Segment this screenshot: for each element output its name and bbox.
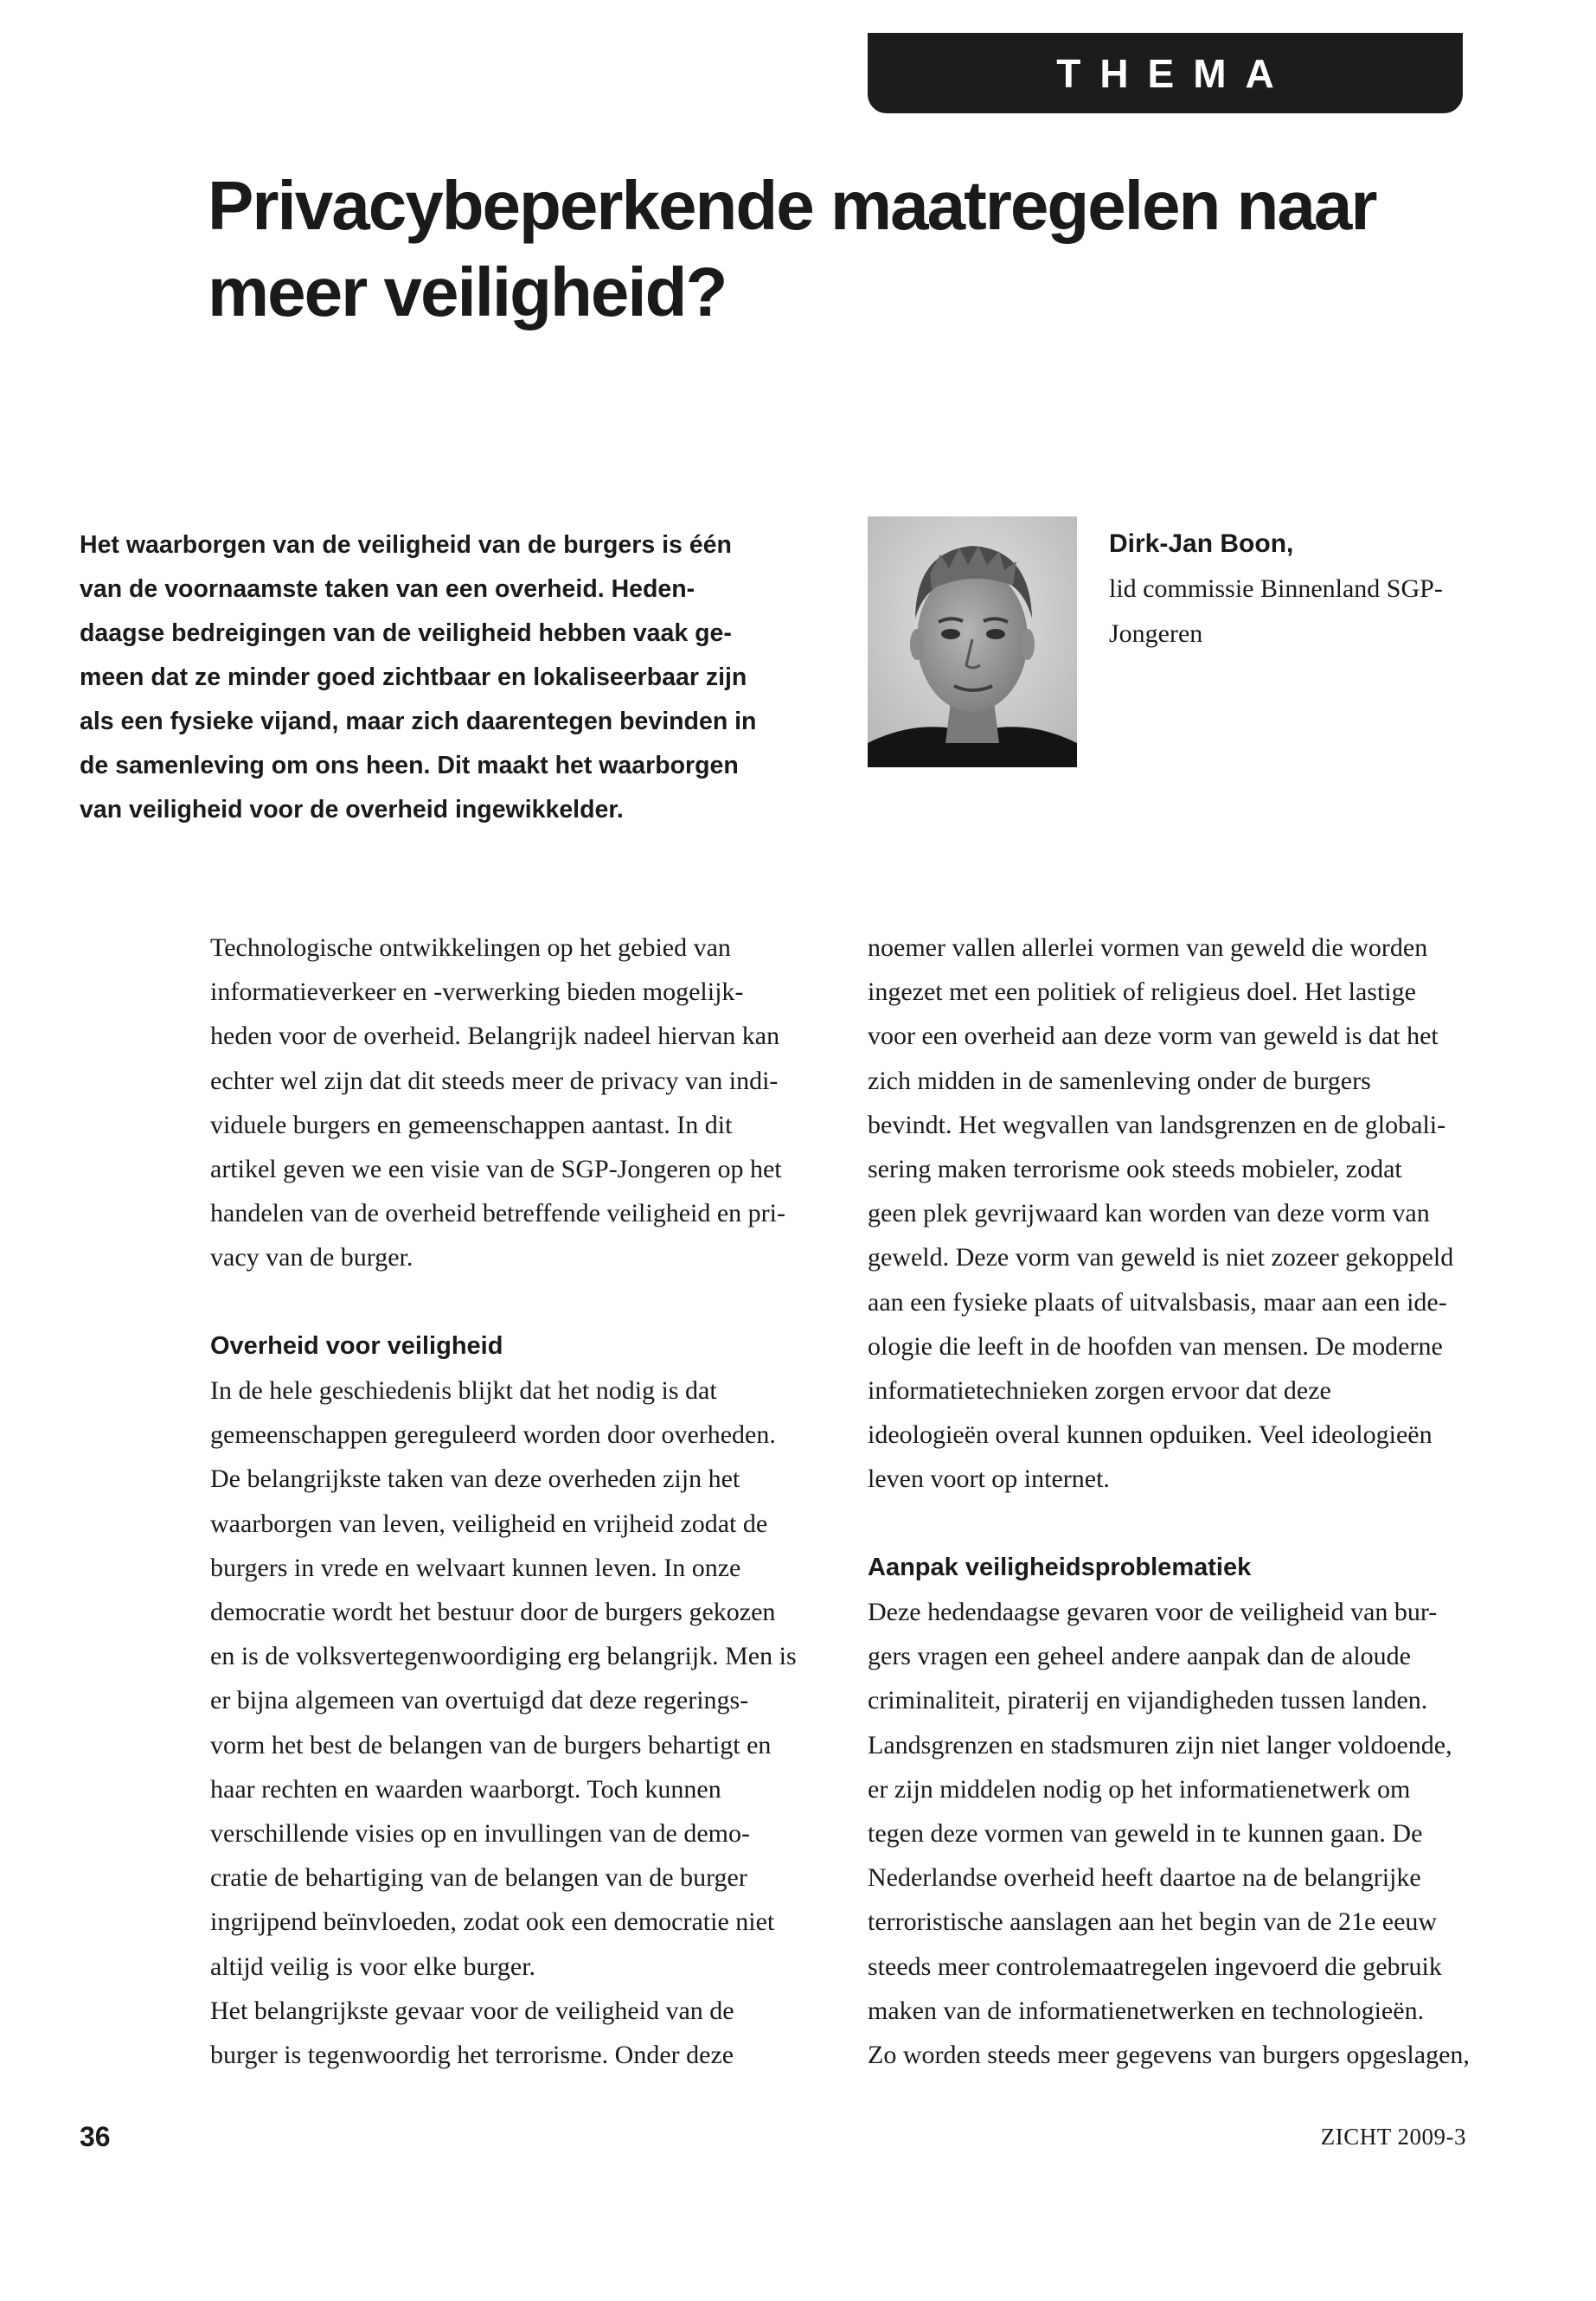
body-line: vorm het best de belangen van de burgers behartigt en xyxy=(210,1730,772,1759)
body-line: waarborgen van leven, veiligheid en vrijheid zodat de xyxy=(210,1509,768,1538)
body-line: steeds meer controlemaatregelen ingevoerd die gebruik xyxy=(868,1952,1442,1981)
body-line: haar rechten en waarden waarborgt. Toch kunnen xyxy=(210,1774,721,1804)
body-line: burger is tegenwoordig het terrorisme. Onder deze xyxy=(210,2041,734,2070)
title-line-2: meer veiligheid? xyxy=(208,253,727,330)
body-line: heden voor de overheid. Belangrijk nadeel hiervan kan xyxy=(210,1022,780,1051)
body-line: In de hele geschiedenis blijkt dat het nodig is dat xyxy=(210,1376,717,1406)
body-line: aan een fysieke plaats of uitvalsbasis, maar aan een ide- xyxy=(868,1287,1447,1317)
body-line: er bijna algemeen van overtuigd dat deze regerings- xyxy=(210,1686,749,1715)
body-line: Het belangrijkste gevaar voor de veiligheid van de xyxy=(210,1996,734,2025)
lead-line: de samenleving om ons heen. Dit maakt het waarborgen xyxy=(80,752,739,779)
author-role-line: Jongeren xyxy=(1109,619,1203,648)
body-line: voor een overheid aan deze vorm van geweld is dat het xyxy=(868,1022,1439,1051)
intro-paragraph xyxy=(210,926,816,1280)
body-line: terroristische aanslagen aan het begin van de 21e eeuw xyxy=(868,1907,1438,1937)
body-line: ologie die leeft in de hoofden van mensen. De moderne xyxy=(868,1331,1443,1361)
body-line: noemer vallen allerlei vormen van geweld die worden xyxy=(868,933,1428,962)
body-line: democratie wordt het bestuur door de burgers gekozen xyxy=(210,1598,776,1627)
lead-line: Het waarborgen van de veiligheid van de burgers is één xyxy=(80,531,732,559)
body-line: ingrijpend beïnvloeden, zodat ook een democratie niet xyxy=(210,1907,775,1937)
body-line: gemeenschappen gereguleerd worden door overheden. xyxy=(210,1420,776,1450)
author-role xyxy=(1109,567,1472,657)
article-lead xyxy=(80,523,824,832)
author-role-line: lid commissie Binnenland SGP- xyxy=(1109,574,1443,603)
body-column-left xyxy=(210,926,816,2077)
body-line: informatieverkeer en -verwerking bieden mogelijk- xyxy=(210,977,744,1007)
section-label: THEMA xyxy=(1056,50,1293,96)
body-line: artikel geven we een visie van de SGP-Jongeren op het xyxy=(210,1155,782,1184)
author-photo xyxy=(868,516,1077,767)
section-heading-aanpak: Aanpak veiligheidsproblematiek xyxy=(868,1553,1252,1581)
body-line: viduele burgers en gemeenschappen aantast. In dit xyxy=(210,1110,733,1139)
body-line: Technologische ontwikkelingen op het gebied van xyxy=(210,933,731,962)
body-line: er zijn middelen nodig op het informatienetwerk om xyxy=(868,1774,1411,1804)
body-line: sering maken terrorisme ook steeds mobieler, zodat xyxy=(868,1155,1402,1184)
body-line: De belangrijkste taken van deze overheden zijn het xyxy=(210,1465,740,1494)
section-paragraph xyxy=(210,1368,816,2077)
body-line: en is de volksvertegenwoordiging erg belangrijk. Men is xyxy=(210,1642,797,1671)
lead-line: meen dat ze minder goed zichtbaar en lokaliseerbaar zijn xyxy=(80,663,747,691)
title-line-1: Privacybeperkende maatregelen naar xyxy=(208,167,1376,244)
page-number: 36 xyxy=(80,2121,111,2152)
body-line: Deze hedendaagse gevaren voor de veiligheid van bur- xyxy=(868,1598,1438,1627)
body-line: ingezet met een politiek of religieus doel. Het lastige xyxy=(868,977,1416,1007)
author-block xyxy=(1109,522,1472,657)
body-line: maken van de informatienetwerken en technologieën. xyxy=(868,1996,1425,2025)
article-title xyxy=(208,163,1419,336)
body-line: burgers in vrede en welvaart kunnen leven. In onze xyxy=(210,1553,741,1582)
body-line: zich midden in de samenleving onder de burgers xyxy=(868,1066,1371,1095)
body-line: ideologieën overal kunnen opduiken. Veel ideologieën xyxy=(868,1420,1433,1450)
body-line: informatietechnieken zorgen ervoor dat deze xyxy=(868,1376,1331,1406)
body-line: Nederlandse overheid heeft daartoe na de belangrijke xyxy=(868,1863,1421,1893)
body-line: echter wel zijn dat dit steeds meer de privacy van indi- xyxy=(210,1066,779,1095)
section-tab xyxy=(868,33,1463,113)
body-line: bevindt. Het wegvallen van landsgrenzen en de globali- xyxy=(868,1110,1446,1139)
body-line: gers vragen een geheel andere aanpak dan de aloude xyxy=(868,1642,1411,1671)
body-line: vacy van de burger. xyxy=(210,1243,413,1272)
body-line: criminaliteit, piraterij en vijandigheden tussen landen. xyxy=(868,1686,1428,1715)
body-column-right xyxy=(868,926,1473,2077)
body-line: cratie de behartiging van de belangen van de burger xyxy=(210,1863,747,1893)
section-heading-overheid: Overheid voor veiligheid xyxy=(210,1331,503,1360)
lead-line: van veiligheid voor de overheid ingewikkelder. xyxy=(80,796,624,824)
body-line: verschillende visies op en invullingen van de demo- xyxy=(210,1819,751,1849)
body-line: Landsgrenzen en stadsmuren zijn niet langer voldoende, xyxy=(868,1730,1452,1759)
section-paragraph xyxy=(868,1590,1473,2077)
lead-line: van de voornaamste taken van een overheid. Heden- xyxy=(80,575,695,603)
body-line: handelen van de overheid betreffende veiligheid en pri- xyxy=(210,1199,785,1228)
journal-issue: ZICHT 2009-3 xyxy=(1320,2124,1466,2150)
body-line: altijd veilig is voor elke burger. xyxy=(210,1952,536,1981)
body-line: geen plek gevrijwaard kan worden van deze vorm van xyxy=(868,1199,1430,1228)
body-line: leven voort op internet. xyxy=(868,1465,1110,1494)
body-line: geweld. Deze vorm van geweld is niet zozeer gekoppeld xyxy=(868,1243,1454,1272)
lead-line: als een fysieke vijand, maar zich daarentegen bevinden in xyxy=(80,708,757,735)
author-name: Dirk-Jan Boon, xyxy=(1109,529,1294,558)
portrait-illustration xyxy=(868,516,1077,767)
continuation-paragraph xyxy=(868,926,1473,1502)
lead-line: daagse bedreigingen van de veiligheid hebben vaak ge- xyxy=(80,619,732,647)
body-line: Zo worden steeds meer gegevens van burgers opgeslagen, xyxy=(868,2041,1470,2070)
body-line: tegen deze vormen van geweld in te kunnen gaan. De xyxy=(868,1819,1423,1849)
